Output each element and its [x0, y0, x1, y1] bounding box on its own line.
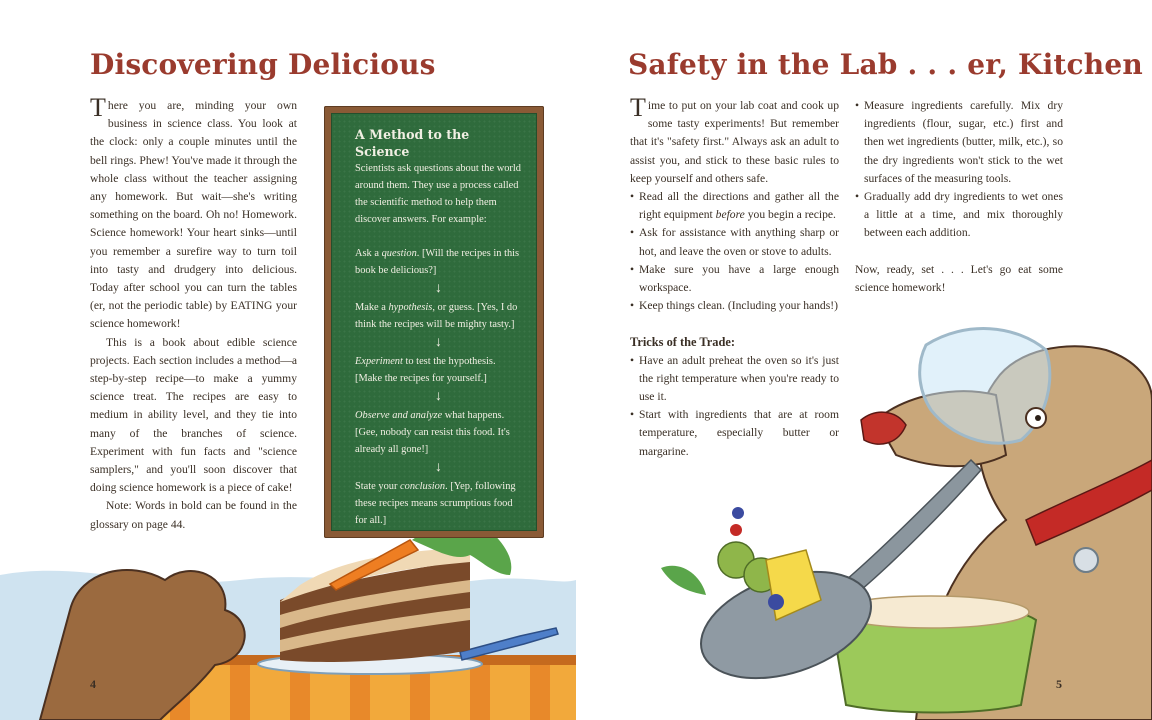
page-number: 5: [1056, 677, 1062, 691]
tricks-list: [630, 352, 839, 461]
page-number: 4: [90, 677, 96, 691]
safety-column-2: [855, 97, 1063, 297]
list-item: • Have an adult preheat the oven so it's just the right temperature when you're ready to use it.: [630, 352, 839, 407]
list-item: • Start with ingredients that are at room temperature, especially butter or margarine.: [630, 406, 839, 461]
safety-column-1: [630, 93, 839, 461]
sidebar-heading: A Method to the Science: [355, 127, 470, 159]
method-step: Observe and analyze what happens. [Gee, nobody can resist this food. It's already all gone!]: [355, 410, 510, 455]
chalkboard-sidebar: [324, 106, 544, 538]
drop-cap: T: [630, 93, 646, 122]
list-item: • Ask for assistance with anything sharp or hot, and leave the oven or stove to adults.: [630, 224, 839, 260]
method-step: State your conclusion. [Yep, following these recipes means scrumptious food for all.]: [355, 481, 516, 526]
paragraph: here you are, minding your own business in science class. You look at the clock: only a couple minutes until the bell rings. Phew! You've made it through the whole class without the teacher assigning any homework. But wait—she's writing something on the board. Oh no! Homework. Science homework! Your heart sinks—until you remember a surefire way to turn toil into tasty and drudgery into delicious. Today after school you can turn the tables (er, not the periodic table) by EATING your science homework!: [90, 99, 297, 331]
arrow-down-icon: ↓: [435, 389, 442, 404]
arrow-down-icon: ↓: [435, 460, 442, 475]
safety-rules-list: [630, 188, 839, 315]
method-step: Ask a question. [Will the recipes in this book be delicious?]: [355, 248, 520, 276]
right-page: [576, 0, 1152, 720]
list-item: • Measure ingredients carefully. Mix dry ingredients (flour, sugar, etc.) first and then wet ingredients (butter, milk, etc.), so the dry ingredients won't stick to the wet surfaces of the measuring tools.: [855, 97, 1063, 188]
sidebar-intro: Scientists ask questions about the world around them. They use a process called the scientific method to help them discover answers. For example:: [355, 163, 521, 225]
safety-rules-list-continued: [855, 97, 1063, 243]
closing-text: Now, ready, set . . . Let's go eat some science homework!: [855, 262, 1063, 294]
drop-cap: T: [90, 93, 106, 122]
paragraph: ime to put on your lab coat and cook up some tasty experiments! But remember that it's "safety first." Always ask an adult to assist you, and stick to these basic rules to keep yourself and others safe.: [630, 99, 839, 185]
list-item: • Make sure you have a large enough workspace.: [630, 261, 839, 297]
list-item: • Gradually add dry ingredients to wet ones a little at a time, and mix thoroughly between each addition.: [855, 188, 1063, 243]
method-step: Experiment to test the hypothesis. [Make the recipes for yourself.]: [355, 356, 496, 384]
method-step: Make a hypothesis, or guess. [Yes, I do think the recipes will be mighty tasty.]: [355, 302, 518, 330]
intro-text: [90, 93, 297, 534]
glossary-note: Note: Words in bold can be found in the glossary on page 44.: [90, 499, 297, 531]
list-item: • Keep things clean. (Including your hands!): [630, 297, 839, 315]
tricks-heading: Tricks of the Trade:: [630, 335, 735, 350]
paragraph: This is a book about edible science projects. Each section includes a method—a step-by-step recipe—to make a yummy science treat. The recipes are easy to medium in ability level, and they tie into many of the branches of science. Experiment with fun facts and "science samplers," and you'll soon discover that doing science homework is a piece of cake!: [90, 335, 297, 495]
page-title: Discovering Delicious: [90, 48, 436, 81]
arrow-down-icon: ↓: [435, 335, 442, 350]
page-title: Safety in the Lab . . . er, Kitchen: [628, 48, 1143, 81]
list-item: • Read all the directions and gather all the right equipment before you begin a recipe.: [630, 188, 839, 224]
arrow-down-icon: ↓: [435, 281, 442, 296]
